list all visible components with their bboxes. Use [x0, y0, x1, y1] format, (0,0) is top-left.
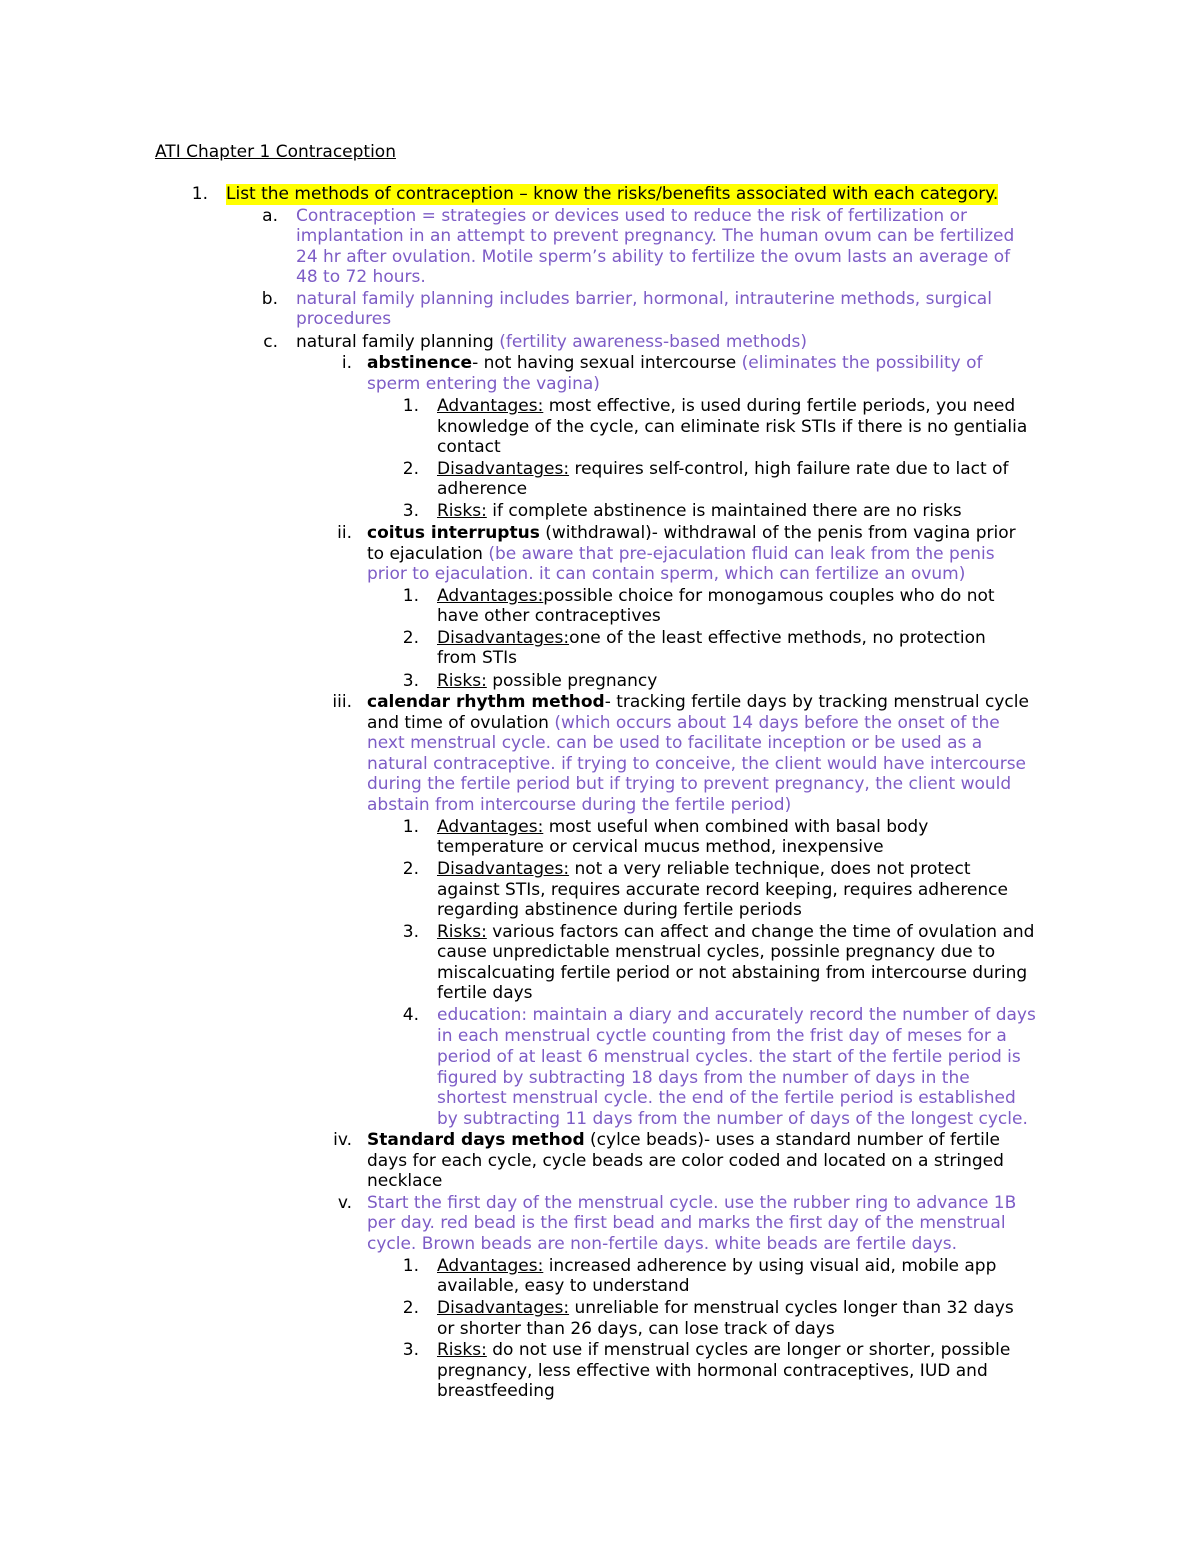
text-line: sperm entering the vagina) — [367, 374, 600, 394]
text-line: Advantages: most useful when combined with basal body — [437, 817, 929, 837]
text-line: breastfeeding — [437, 1381, 555, 1401]
list-marker: 1. — [402, 586, 419, 606]
text-line: Risks: do not use if menstrual cycles are longer or shorter, possible — [437, 1340, 1011, 1360]
text-line: by subtracting 11 days from the number of days of the longest cycle. — [437, 1109, 1028, 1129]
text-line: Start the first day of the menstrual cycle. use the rubber ring to advance 1B — [367, 1193, 1017, 1213]
list-marker: iv. — [333, 1130, 352, 1150]
text-line: temperature or cervical mucus method, inexpensive — [437, 837, 884, 857]
text-line: Disadvantages: not a very reliable technique, does not protect — [437, 859, 971, 879]
text-line: Advantages: most effective, is used during fertile periods, you need — [437, 396, 1016, 416]
text-line: next menstrual cycle. can be used to facilitate inception or be used as a — [367, 733, 983, 753]
list-marker: i. — [341, 353, 352, 373]
text-line: Contraception = strategies or devices used to reduce the risk of fertilization or — [296, 206, 967, 226]
question-heading: List the methods of contraception – know the risks/benefits associated with each category. — [226, 184, 999, 204]
text-line: shortest menstrual cycle. the end of the fertile period is established — [437, 1088, 1016, 1108]
text-line: Risks: if complete abstinence is maintained there are no risks — [437, 501, 962, 521]
list-marker: c. — [263, 332, 278, 352]
list-marker: 1. — [402, 817, 419, 837]
text-line: or shorter than 26 days, can lose track of days — [437, 1319, 835, 1339]
method-term: calendar rhythm method — [367, 692, 605, 712]
text-line: available, easy to understand — [437, 1276, 690, 1296]
text-line: Disadvantages:one of the least effective methods, no protection — [437, 628, 986, 648]
text-line: days for each cycle, cycle beads are color coded and located on a stringed — [367, 1151, 1004, 1171]
text-line: prior to ejaculation. it can contain sperm, which can fertilize an ovum) — [367, 564, 966, 584]
text-line: procedures — [296, 309, 392, 329]
list-marker: 3. — [402, 1340, 419, 1360]
text-line: natural family planning includes barrier, hormonal, intrauterine methods, surgical — [296, 289, 992, 309]
method-term: coitus interruptus — [367, 523, 540, 543]
method-heading: Standard days method (cylce beads)- uses a standard number of fertile — [367, 1130, 1001, 1150]
text-line: against STIs, requires accurate record keeping, requires adherence — [437, 880, 1008, 900]
text-line: Advantages:possible choice for monogamous couples who do not — [437, 586, 995, 606]
list-marker: 3. — [402, 501, 419, 521]
text-line: implantation in an attempt to prevent pregnancy. The human ovum can be fertilized — [296, 226, 1015, 246]
list-marker: 1. — [402, 396, 419, 416]
text-line: cause unpredictable menstrual cycles, possinle pregnancy due to — [437, 942, 996, 962]
text-line: contact — [437, 437, 501, 457]
document-title: ATI Chapter 1 Contraception — [155, 142, 396, 162]
method-heading: abstinence- not having sexual intercourse (eliminates the possibility of — [367, 353, 983, 373]
list-marker: v. — [337, 1193, 352, 1213]
text-line: education: maintain a diary and accurately record the number of days — [437, 1005, 1036, 1025]
list-marker: 2. — [402, 859, 419, 879]
list-marker: 4. — [402, 1005, 419, 1025]
list-marker: iii. — [332, 692, 352, 712]
method-term: abstinence — [367, 353, 473, 373]
text-line: necklace — [367, 1171, 443, 1191]
text-line: in each menstrual cyctle counting from the frist day of meses for a — [437, 1026, 1007, 1046]
text-line: to ejaculation (be aware that pre-ejaculation fluid can leak from the penis — [367, 544, 995, 564]
text-line: Risks: various factors can affect and change the time of ovulation and — [437, 922, 1035, 942]
list-marker: a. — [262, 206, 278, 226]
text-line: cycle. Brown beads are non-fertile days. white beads are fertile days. — [367, 1234, 958, 1254]
text-line: 24 hr after ovulation. Motile sperm’s ability to fertilize the ovum lasts an average of — [296, 247, 1011, 267]
method-heading: calendar rhythm method- tracking fertile days by tracking menstrual cycle — [367, 692, 1029, 712]
list-marker: b. — [261, 289, 278, 309]
text-line: miscalcuating fertile period or not abstaining from intercourse during — [437, 963, 1028, 983]
text-line: Disadvantages: unreliable for menstrual cycles longer than 32 days — [437, 1298, 1014, 1318]
text-line: have other contraceptives — [437, 606, 661, 626]
list-marker: 2. — [402, 628, 419, 648]
text-line: adherence — [437, 479, 528, 499]
list-marker: 2. — [402, 459, 419, 479]
text-line: natural family planning (fertility awareness-based methods) — [296, 332, 808, 352]
text-line: period of at least 6 menstrual cycles. the start of the fertile period is — [437, 1047, 1021, 1067]
list-marker: 3. — [402, 922, 419, 942]
text-line: Disadvantages: requires self-control, high failure rate due to lact of — [437, 459, 1009, 479]
list-marker: 3. — [402, 671, 419, 691]
text-line: Risks: possible pregnancy — [437, 671, 658, 691]
method-term: Standard days method — [367, 1130, 585, 1150]
list-marker: ii. — [337, 523, 352, 543]
text-line: during the fertile period but if trying to prevent pregnancy, the client would — [367, 774, 1012, 794]
text-line: pregnancy, less effective with hormonal contraceptives, IUD and — [437, 1361, 988, 1381]
method-heading: coitus interruptus (withdrawal)- withdrawal of the penis from vagina prior — [367, 523, 1016, 543]
text-line: figured by subtracting 18 days from the number of days in the — [437, 1068, 970, 1088]
text-line: 48 to 72 hours. — [296, 267, 426, 287]
list-marker: 1. — [191, 184, 208, 204]
text-line: and time of ovulation (which occurs about 14 days before the onset of the — [367, 713, 1000, 733]
list-marker: 2. — [402, 1298, 419, 1318]
text-line: Advantages: increased adherence by using visual aid, mobile app — [437, 1256, 997, 1276]
text-line: per day. red bead is the first bead and marks the first day of the menstrual — [367, 1213, 1006, 1233]
text-line: abstain from intercourse during the fertile period) — [367, 795, 792, 815]
text-line: fertile days — [437, 983, 533, 1003]
text-line: regarding abstinence during fertile periods — [437, 900, 802, 920]
text-line: from STIs — [437, 648, 518, 668]
list-marker: 1. — [402, 1256, 419, 1276]
text-line: knowledge of the cycle, can eliminate risk STIs if there is no gentialia — [437, 417, 1028, 437]
text-line: natural contraceptive. if trying to conceive, the client would have intercourse — [367, 754, 1027, 774]
